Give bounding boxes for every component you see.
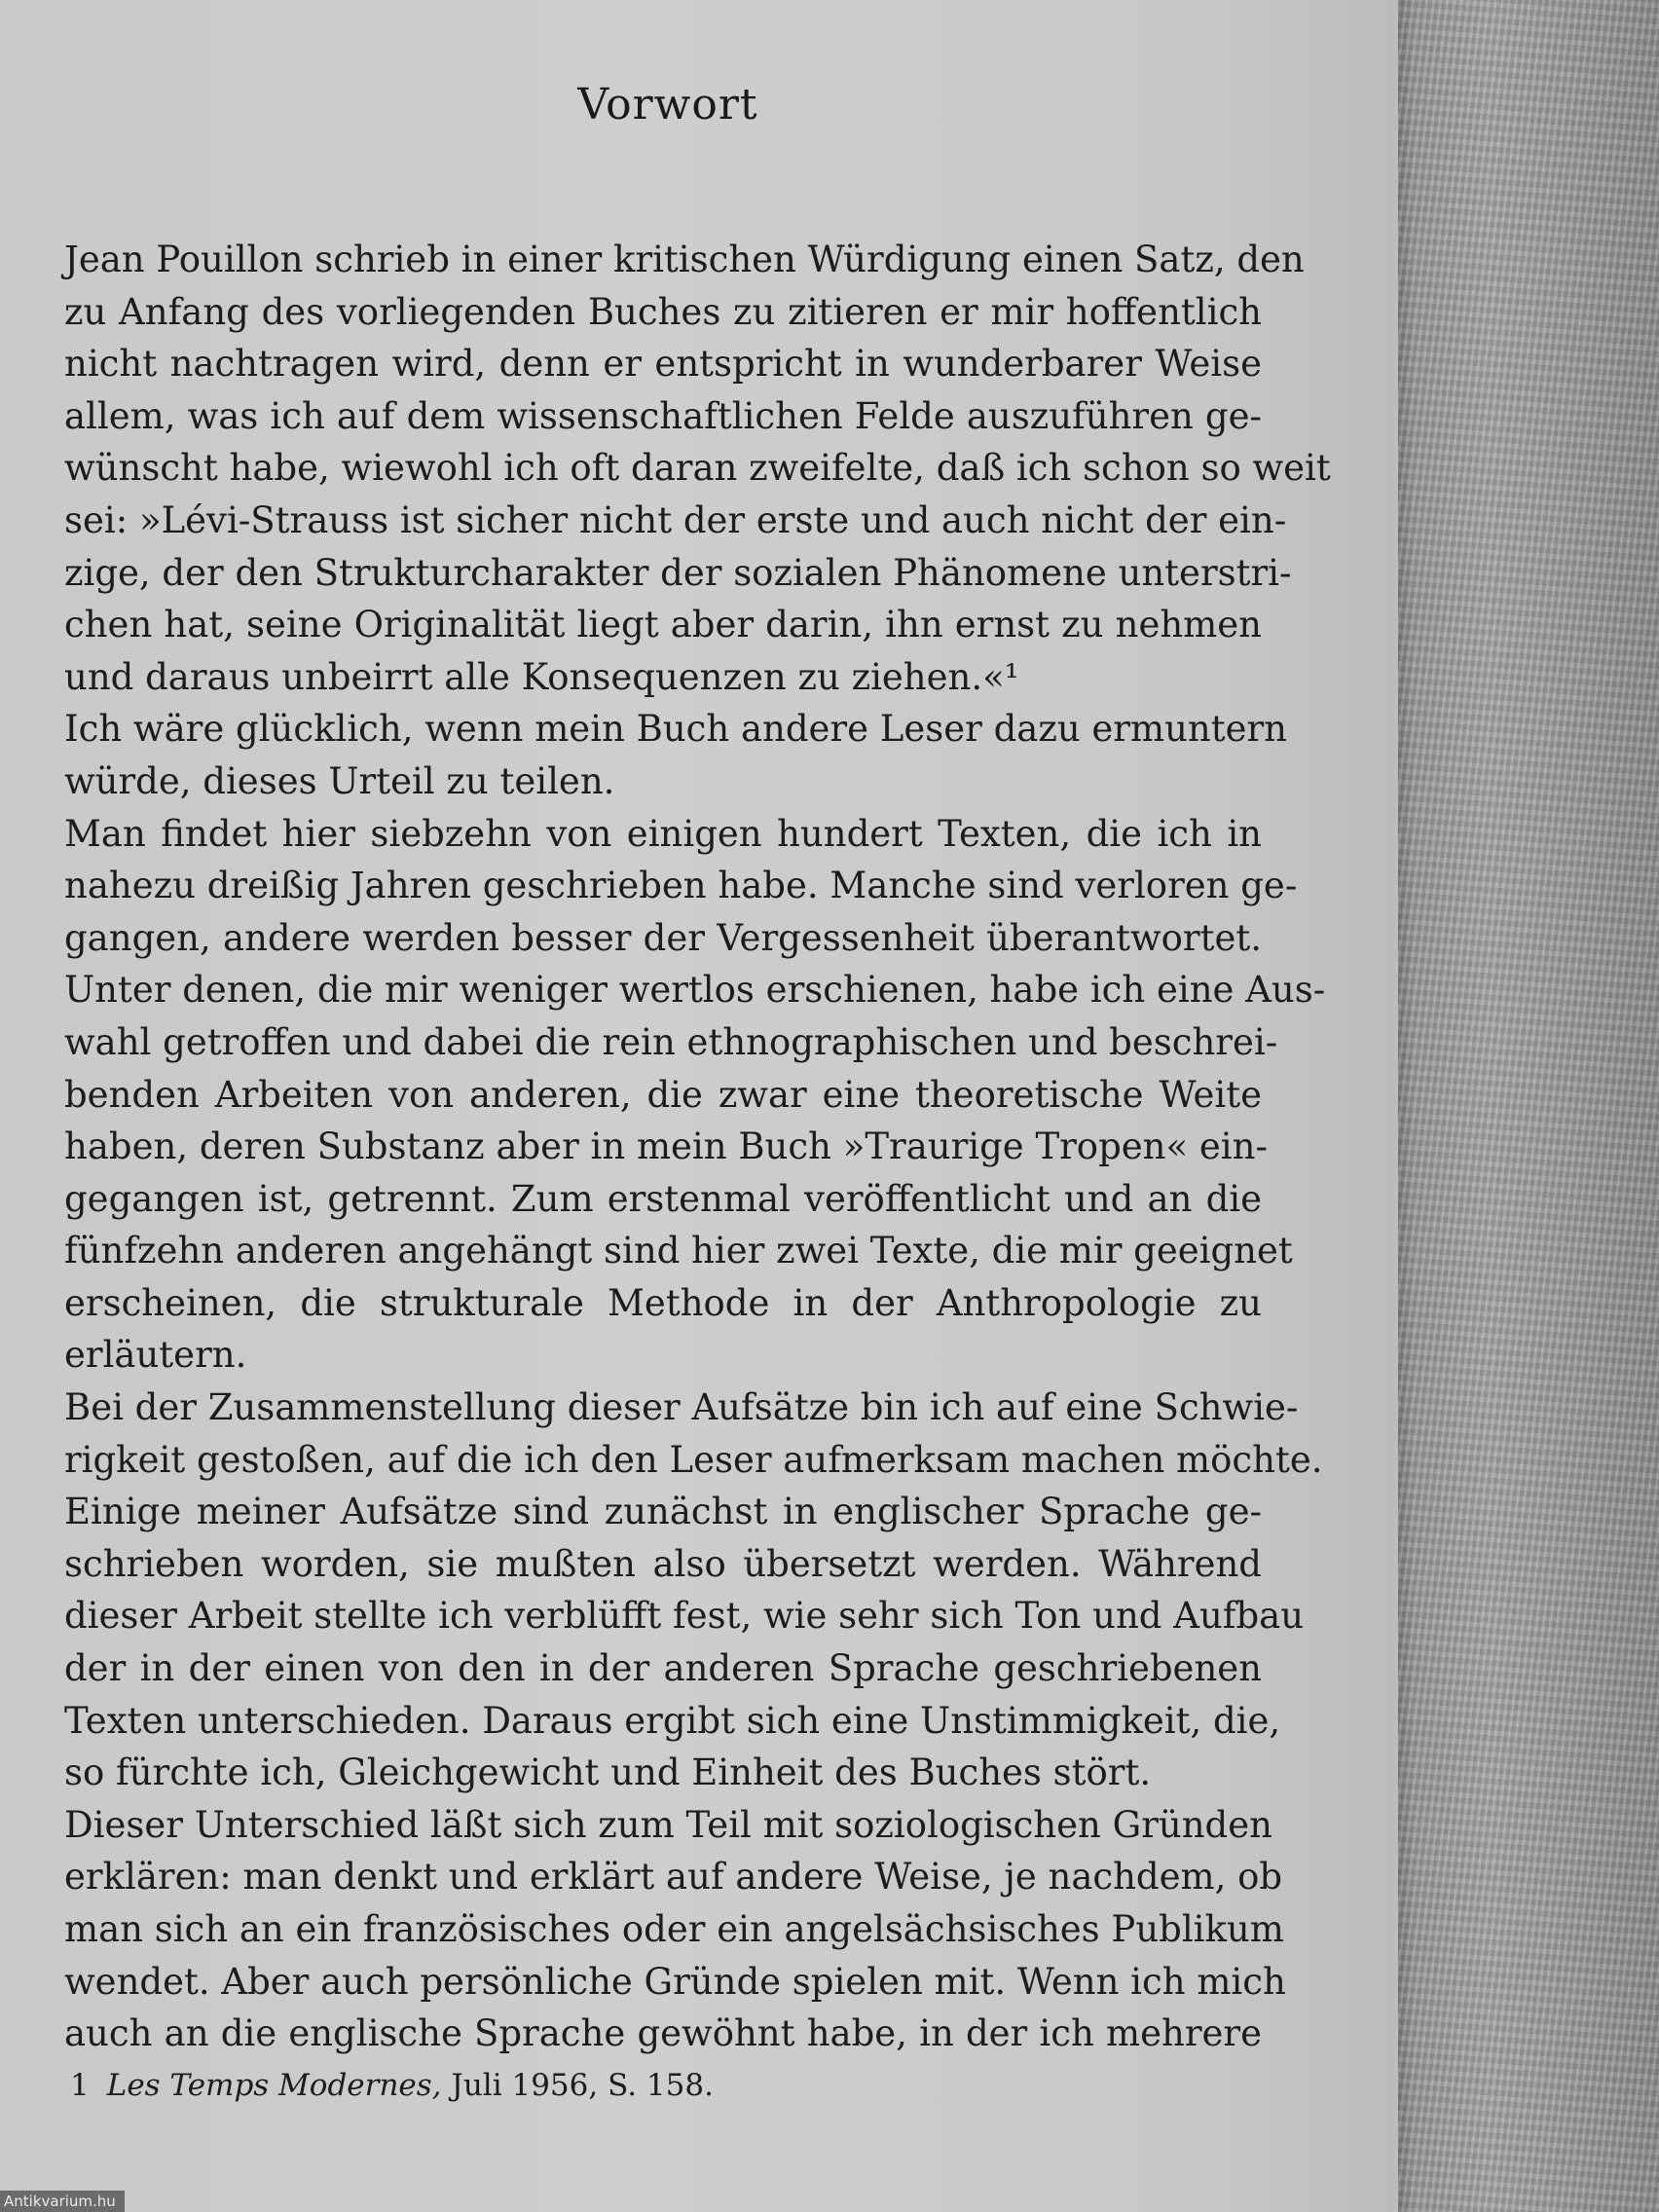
text-line: chen hat, seine Originalität liegt aber darin, ihn ernst zu nehmen [64, 604, 1262, 646]
text-line: Man findet hier siebzehn von einigen hundert Texten, die ich in [64, 812, 1262, 855]
text-line: allem, was ich auf dem wissenschaftlichen Felde auszuführen ge- [64, 394, 1262, 437]
text-line: man sich an ein französisches oder ein angelsächsisches Publikum [64, 1908, 1284, 1950]
text-line: Dieser Unterschied läßt sich zum Teil mit soziologischen Gründen [64, 1803, 1272, 1846]
text-line: nicht nachtragen wird, denn er entspricht in wunderbarer Weise [64, 343, 1262, 386]
page-heading: Vorwort [577, 80, 758, 129]
text-line: Bei der Zusammenstellung dieser Aufsätze bin ich auf eine Schwie- [64, 1386, 1299, 1429]
text-line: Einige meiner Aufsätze sind zunächst in englischer Sprache ge- [64, 1491, 1262, 1533]
book-spine-background [1398, 0, 1659, 2212]
text-line: rigkeit gestoßen, auf die ich den Leser aufmerksam machen möchte. [64, 1438, 1323, 1481]
footnote-source-details: Juli 1956, S. 158. [441, 2068, 714, 2103]
text-line: benden Arbeiten von anderen, die zwar eine theoretische Weite [64, 1073, 1262, 1116]
body-text [64, 234, 1331, 2060]
text-line: erscheinen, die strukturale Methode in der Anthropologie zu [64, 1281, 1262, 1324]
watermark: Antikvarium.hu [0, 2191, 125, 2212]
text-line: wendet. Aber auch persönliche Gründe spielen mit. Wenn ich mich [64, 1960, 1286, 2003]
text-line: würde, dieses Urteil zu teilen. [64, 759, 615, 802]
text-line: Unter denen, die mir weniger wertlos erschienen, habe ich eine Aus- [64, 969, 1326, 1012]
footnote-number: 1 [70, 2068, 90, 2103]
text-line: Texten unterschieden. Daraus ergibt sich eine Unstimmigkeit, die, [64, 1699, 1281, 1742]
text-line: auch an die englische Sprache gewöhnt habe, in der ich mehrere [64, 2012, 1262, 2055]
footnote-source-title: Les Temps Modernes, [106, 2068, 442, 2103]
text-line: der in der einen von den in der anderen Sprache geschriebenen [64, 1647, 1262, 1690]
text-line: zige, der den Strukturcharakter der sozialen Phänomene unterstri- [64, 551, 1292, 594]
text-line: gangen, andere werden besser der Vergessenheit überantwortet. [64, 916, 1262, 959]
text-line: nahezu dreißig Jahren geschrieben habe. Manche sind verloren ge- [64, 865, 1298, 907]
text-line: sei: »Lévi-Strauss ist sicher nicht der erste und auch nicht der ein- [64, 498, 1287, 541]
text-line: gegangen ist, getrennt. Zum erstenmal veröffentlicht und an die [64, 1177, 1262, 1220]
text-line: so fürchte ich, Gleichgewicht und Einheit des Buches stört. [64, 1751, 1152, 1794]
text-line: fünfzehn anderen angehängt sind hier zwei Texte, die mir geeignet [64, 1230, 1293, 1272]
text-line: Ich wäre glücklich, wenn mein Buch andere Leser dazu ermuntern [64, 708, 1288, 751]
text-line: erklären: man denkt und erklärt auf andere Weise, je nachdem, ob [64, 1856, 1283, 1899]
text-line: wahl getroffen und dabei die rein ethnographischen und beschrei- [64, 1020, 1278, 1063]
text-line: dieser Arbeit stellte ich verblüfft fest, wie sehr sich Ton und Aufbau [64, 1595, 1305, 1638]
text-line: haben, deren Substanz aber in mein Buch »Traurige Tropen« ein- [64, 1125, 1268, 1168]
text-line: Jean Pouillon schrieb in einer kritischen Würdigung einen Satz, den [64, 239, 1305, 280]
text-line: zu Anfang des vorliegenden Buches zu zitieren er mir hoffentlich [64, 290, 1262, 333]
text-line: schrieben worden, sie mußten also übersetzt werden. Während [64, 1542, 1262, 1585]
footnote [70, 2068, 714, 2103]
text-line: erläutern. [64, 1334, 247, 1377]
text-line: wünscht habe, wiewohl ich oft daran zweifelte, daß ich schon so weit [64, 447, 1331, 490]
text-line: und daraus unbeirrt alle Konsequenzen zu ziehen.«¹ [64, 655, 1019, 698]
